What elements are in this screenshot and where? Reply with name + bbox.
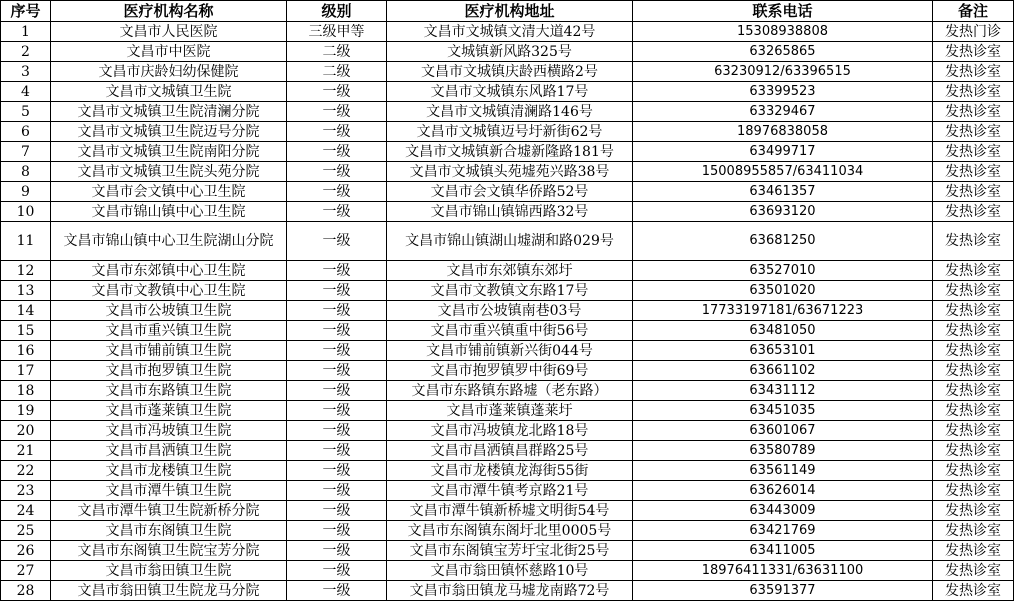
table-row (1, 381, 1014, 401)
cell-address: 文昌市翁田镇怀慈路10号 (387, 561, 633, 581)
cell-name: 文昌市公坡镇卫生院 (51, 301, 287, 321)
cell-phone: 63561149 (633, 461, 933, 481)
cell-index: 17 (1, 361, 51, 381)
cell-name: 文昌市庆龄妇幼保健院 (51, 62, 287, 82)
cell-phone: 63693120 (633, 202, 933, 222)
cell-phone: 63626014 (633, 481, 933, 501)
cell-phone: 63591377 (633, 581, 933, 601)
cell-phone: 63527010 (633, 261, 933, 281)
cell-level: 一级 (287, 361, 387, 381)
cell-name: 文昌市东路镇卫生院 (51, 381, 287, 401)
table-row (1, 501, 1014, 521)
cell-note: 发热诊室 (933, 341, 1014, 361)
cell-name: 文昌市锦山镇中心卫生院湖山分院 (51, 222, 287, 261)
cell-note: 发热诊室 (933, 182, 1014, 202)
cell-index: 11 (1, 222, 51, 261)
cell-level: 一级 (287, 581, 387, 601)
cell-phone: 18976838058 (633, 122, 933, 142)
cell-level: 一级 (287, 561, 387, 581)
cell-address: 文昌市文城镇新合墟新隆路181号 (387, 142, 633, 162)
cell-name: 文昌市重兴镇卫生院 (51, 321, 287, 341)
cell-name: 文昌市翁田镇卫生院 (51, 561, 287, 581)
cell-index: 15 (1, 321, 51, 341)
cell-index: 4 (1, 82, 51, 102)
cell-phone: 63653101 (633, 341, 933, 361)
cell-level: 一级 (287, 222, 387, 261)
table-row (1, 541, 1014, 561)
cell-address: 文昌市锦山镇湖山墟湖和路029号 (387, 222, 633, 261)
cell-note: 发热诊室 (933, 142, 1014, 162)
cell-level: 一级 (287, 162, 387, 182)
cell-phone: 63399523 (633, 82, 933, 102)
cell-address: 文昌市潭牛镇新桥墟文明街54号 (387, 501, 633, 521)
cell-name: 文昌市蓬莱镇卫生院 (51, 401, 287, 421)
table-row (1, 321, 1014, 341)
cell-level: 一级 (287, 381, 387, 401)
table-row (1, 561, 1014, 581)
cell-name: 文昌市抱罗镇卫生院 (51, 361, 287, 381)
cell-note: 发热诊室 (933, 321, 1014, 341)
cell-note: 发热诊室 (933, 62, 1014, 82)
cell-phone: 63329467 (633, 102, 933, 122)
table-row (1, 261, 1014, 281)
table-header-row (1, 1, 1014, 22)
cell-name: 文昌市中医院 (51, 42, 287, 62)
cell-name: 文昌市锦山镇中心卫生院 (51, 202, 287, 222)
cell-index: 25 (1, 521, 51, 541)
cell-level: 一级 (287, 481, 387, 501)
table-row (1, 142, 1014, 162)
header-index: 序号 (1, 1, 51, 22)
cell-name: 文昌市文城镇卫生院头苑分院 (51, 162, 287, 182)
cell-phone: 18976411331/63631100 (633, 561, 933, 581)
header-phone: 联系电话 (633, 1, 933, 22)
cell-index: 9 (1, 182, 51, 202)
cell-name: 文昌市东郊镇中心卫生院 (51, 261, 287, 281)
cell-phone: 63443009 (633, 501, 933, 521)
cell-note: 发热诊室 (933, 361, 1014, 381)
cell-level: 一级 (287, 202, 387, 222)
table-row (1, 461, 1014, 481)
cell-level: 一级 (287, 261, 387, 281)
cell-note: 发热诊室 (933, 222, 1014, 261)
cell-address: 文昌市东阁镇东阁圩北里0005号 (387, 521, 633, 541)
cell-address: 文昌市潭牛镇考京路21号 (387, 481, 633, 501)
cell-phone: 17733197181/63671223 (633, 301, 933, 321)
cell-name: 文昌市潭牛镇卫生院新桥分院 (51, 501, 287, 521)
cell-level: 二级 (287, 42, 387, 62)
cell-address: 文昌市抱罗镇罗中街69号 (387, 361, 633, 381)
cell-level: 一级 (287, 122, 387, 142)
cell-address: 文昌市冯坡镇龙北路18号 (387, 421, 633, 441)
cell-address: 文昌市蓬莱镇蓬莱圩 (387, 401, 633, 421)
cell-index: 14 (1, 301, 51, 321)
cell-note: 发热诊室 (933, 481, 1014, 501)
cell-note: 发热诊室 (933, 381, 1014, 401)
cell-address: 文昌市东路镇东路墟（老东路） (387, 381, 633, 401)
cell-phone: 63501020 (633, 281, 933, 301)
cell-name: 文昌市会文镇中心卫生院 (51, 182, 287, 202)
cell-level: 二级 (287, 62, 387, 82)
cell-phone: 63411005 (633, 541, 933, 561)
cell-address: 文昌市文教镇文东路17号 (387, 281, 633, 301)
cell-address: 文昌市昌洒镇昌群路25号 (387, 441, 633, 461)
table-row (1, 222, 1014, 261)
cell-name: 文昌市龙楼镇卫生院 (51, 461, 287, 481)
cell-phone: 63230912/63396515 (633, 62, 933, 82)
cell-name: 文昌市文教镇中心卫生院 (51, 281, 287, 301)
header-name: 医疗机构名称 (51, 1, 287, 22)
cell-index: 19 (1, 401, 51, 421)
cell-note: 发热诊室 (933, 261, 1014, 281)
cell-address: 文昌市翁田镇龙马墟龙南路72号 (387, 581, 633, 601)
cell-phone: 63421769 (633, 521, 933, 541)
cell-address: 文城镇新风路325号 (387, 42, 633, 62)
table-row (1, 421, 1014, 441)
cell-name: 文昌市人民医院 (51, 22, 287, 42)
cell-phone: 63431112 (633, 381, 933, 401)
table-row (1, 202, 1014, 222)
cell-note: 发热诊室 (933, 82, 1014, 102)
cell-level: 一级 (287, 401, 387, 421)
cell-index: 20 (1, 421, 51, 441)
table-row (1, 281, 1014, 301)
cell-note: 发热诊室 (933, 461, 1014, 481)
cell-index: 2 (1, 42, 51, 62)
table-row (1, 62, 1014, 82)
cell-level: 一级 (287, 281, 387, 301)
cell-level: 三级甲等 (287, 22, 387, 42)
cell-index: 12 (1, 261, 51, 281)
table-row (1, 441, 1014, 461)
header-address: 医疗机构地址 (387, 1, 633, 22)
cell-index: 27 (1, 561, 51, 581)
header-note: 备注 (933, 1, 1014, 22)
cell-index: 23 (1, 481, 51, 501)
cell-address: 文昌市公坡镇南巷03号 (387, 301, 633, 321)
cell-address: 文昌市文城镇头苑墟苑兴路38号 (387, 162, 633, 182)
cell-phone: 63661102 (633, 361, 933, 381)
cell-phone: 63461357 (633, 182, 933, 202)
cell-index: 18 (1, 381, 51, 401)
cell-note: 发热诊室 (933, 122, 1014, 142)
cell-address: 文昌市文城镇清澜路146号 (387, 102, 633, 122)
cell-phone: 63499717 (633, 142, 933, 162)
cell-note: 发热诊室 (933, 162, 1014, 182)
table-row (1, 581, 1014, 601)
cell-phone: 63451035 (633, 401, 933, 421)
cell-level: 一级 (287, 541, 387, 561)
table-row (1, 102, 1014, 122)
table-row (1, 341, 1014, 361)
cell-index: 16 (1, 341, 51, 361)
cell-level: 一级 (287, 521, 387, 541)
cell-level: 一级 (287, 82, 387, 102)
cell-note: 发热诊室 (933, 541, 1014, 561)
cell-name: 文昌市文城镇卫生院南阳分院 (51, 142, 287, 162)
cell-level: 一级 (287, 301, 387, 321)
cell-name: 文昌市文城镇卫生院 (51, 82, 287, 102)
cell-note: 发热诊室 (933, 441, 1014, 461)
cell-index: 7 (1, 142, 51, 162)
table-row (1, 521, 1014, 541)
table-row (1, 162, 1014, 182)
cell-index: 1 (1, 22, 51, 42)
cell-index: 24 (1, 501, 51, 521)
cell-address: 文昌市锦山镇锦西路32号 (387, 202, 633, 222)
cell-index: 6 (1, 122, 51, 142)
cell-index: 21 (1, 441, 51, 461)
cell-index: 26 (1, 541, 51, 561)
table-row (1, 82, 1014, 102)
table-row (1, 42, 1014, 62)
cell-level: 一级 (287, 341, 387, 361)
cell-name: 文昌市文城镇卫生院清澜分院 (51, 102, 287, 122)
table-body (1, 22, 1014, 601)
cell-address: 文昌市文城镇庆龄西横路2号 (387, 62, 633, 82)
table-row (1, 22, 1014, 42)
table-row (1, 361, 1014, 381)
cell-index: 8 (1, 162, 51, 182)
cell-note: 发热诊室 (933, 281, 1014, 301)
cell-name: 文昌市冯坡镇卫生院 (51, 421, 287, 441)
cell-note: 发热诊室 (933, 521, 1014, 541)
cell-index: 10 (1, 202, 51, 222)
cell-address: 文昌市文城镇东风路17号 (387, 82, 633, 102)
cell-level: 一级 (287, 421, 387, 441)
cell-name: 文昌市东阁镇卫生院宝芳分院 (51, 541, 287, 561)
cell-address: 文昌市文城镇迈号圩新街62号 (387, 122, 633, 142)
cell-phone: 63265865 (633, 42, 933, 62)
cell-note: 发热诊室 (933, 421, 1014, 441)
cell-note: 发热诊室 (933, 42, 1014, 62)
table-row (1, 301, 1014, 321)
cell-note: 发热诊室 (933, 102, 1014, 122)
cell-phone: 63580789 (633, 441, 933, 461)
cell-level: 一级 (287, 441, 387, 461)
table-row (1, 182, 1014, 202)
table-row (1, 401, 1014, 421)
table-row (1, 122, 1014, 142)
cell-name: 文昌市文城镇卫生院迈号分院 (51, 122, 287, 142)
cell-phone: 63481050 (633, 321, 933, 341)
cell-phone: 63601067 (633, 421, 933, 441)
cell-index: 22 (1, 461, 51, 481)
cell-level: 一级 (287, 501, 387, 521)
cell-note: 发热诊室 (933, 301, 1014, 321)
cell-address: 文昌市东郊镇东郊圩 (387, 261, 633, 281)
cell-note: 发热诊室 (933, 501, 1014, 521)
cell-name: 文昌市东阁镇卫生院 (51, 521, 287, 541)
cell-address: 文昌市文城镇文清大道42号 (387, 22, 633, 42)
cell-note: 发热诊室 (933, 401, 1014, 421)
table-row (1, 481, 1014, 501)
cell-note: 发热诊室 (933, 561, 1014, 581)
cell-phone: 15308938808 (633, 22, 933, 42)
cell-phone: 63681250 (633, 222, 933, 261)
cell-level: 一级 (287, 102, 387, 122)
cell-note: 发热诊室 (933, 202, 1014, 222)
cell-index: 3 (1, 62, 51, 82)
cell-name: 文昌市翁田镇卫生院龙马分院 (51, 581, 287, 601)
cell-phone: 15008955857/63411034 (633, 162, 933, 182)
cell-name: 文昌市铺前镇卫生院 (51, 341, 287, 361)
cell-address: 文昌市龙楼镇龙海街55街 (387, 461, 633, 481)
cell-name: 文昌市昌洒镇卫生院 (51, 441, 287, 461)
cell-address: 文昌市重兴镇重中街56号 (387, 321, 633, 341)
cell-level: 一级 (287, 142, 387, 162)
cell-address: 文昌市东阁镇宝芳圩宝北街25号 (387, 541, 633, 561)
cell-level: 一级 (287, 182, 387, 202)
cell-index: 5 (1, 102, 51, 122)
cell-name: 文昌市潭牛镇卫生院 (51, 481, 287, 501)
header-level: 级别 (287, 1, 387, 22)
cell-address: 文昌市铺前镇新兴街044号 (387, 341, 633, 361)
cell-note: 发热诊室 (933, 581, 1014, 601)
cell-level: 一级 (287, 461, 387, 481)
cell-note: 发热门诊 (933, 22, 1014, 42)
cell-level: 一级 (287, 321, 387, 341)
cell-index: 13 (1, 281, 51, 301)
cell-address: 文昌市会文镇华侨路52号 (387, 182, 633, 202)
cell-index: 28 (1, 581, 51, 601)
